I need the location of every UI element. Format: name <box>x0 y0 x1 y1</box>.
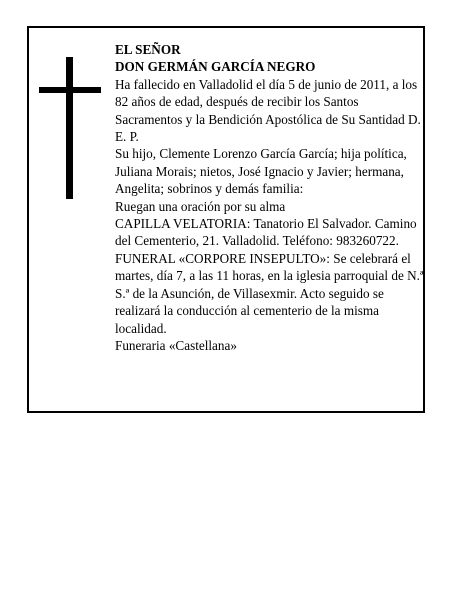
prayer-request: Ruegan una oración por su alma <box>115 198 286 214</box>
funeral-home: Funeraria «Castellana» <box>115 337 237 353</box>
wake-chapel-info: CAPILLA VELATORIA: Tanatorio El Salvador. Camino del Cementerio, 21. Valladolid. Teléfono: 983260722. <box>115 216 417 249</box>
death-announcement: Ha fallecido en Valladolid el día 5 de junio de 2011, a los 82 años de edad, después de recibir los Santos Sacramentos y la Bendición Apostólica de Su Santidad D. E. P. <box>115 76 421 145</box>
obituary-notice <box>27 26 425 413</box>
latin-cross-icon <box>39 57 101 199</box>
notice-body <box>115 41 425 354</box>
deceased-title: EL SEÑOR <box>115 42 181 57</box>
deceased-name: DON GERMÁN GARCÍA NEGRO <box>115 59 316 75</box>
family-list: Su hijo, Clemente Lorenzo García García; hija política, Juliana Morais; nietos, José Ignacio y Javier; hermana, Angelita; sobrinos y demás familia: <box>115 146 407 197</box>
funeral-info: FUNERAL «CORPORE INSEPULTO»: Se celebrará el martes, día 7, a las 11 horas, en la iglesia parroquial de N.ª S.ª de la Asunción, de Villasexmir. Acto seguido se realizará la conducción al cementerio de la misma localidad. <box>115 250 424 336</box>
cross-vertical-bar <box>66 57 73 199</box>
cross-horizontal-bar <box>39 87 101 93</box>
